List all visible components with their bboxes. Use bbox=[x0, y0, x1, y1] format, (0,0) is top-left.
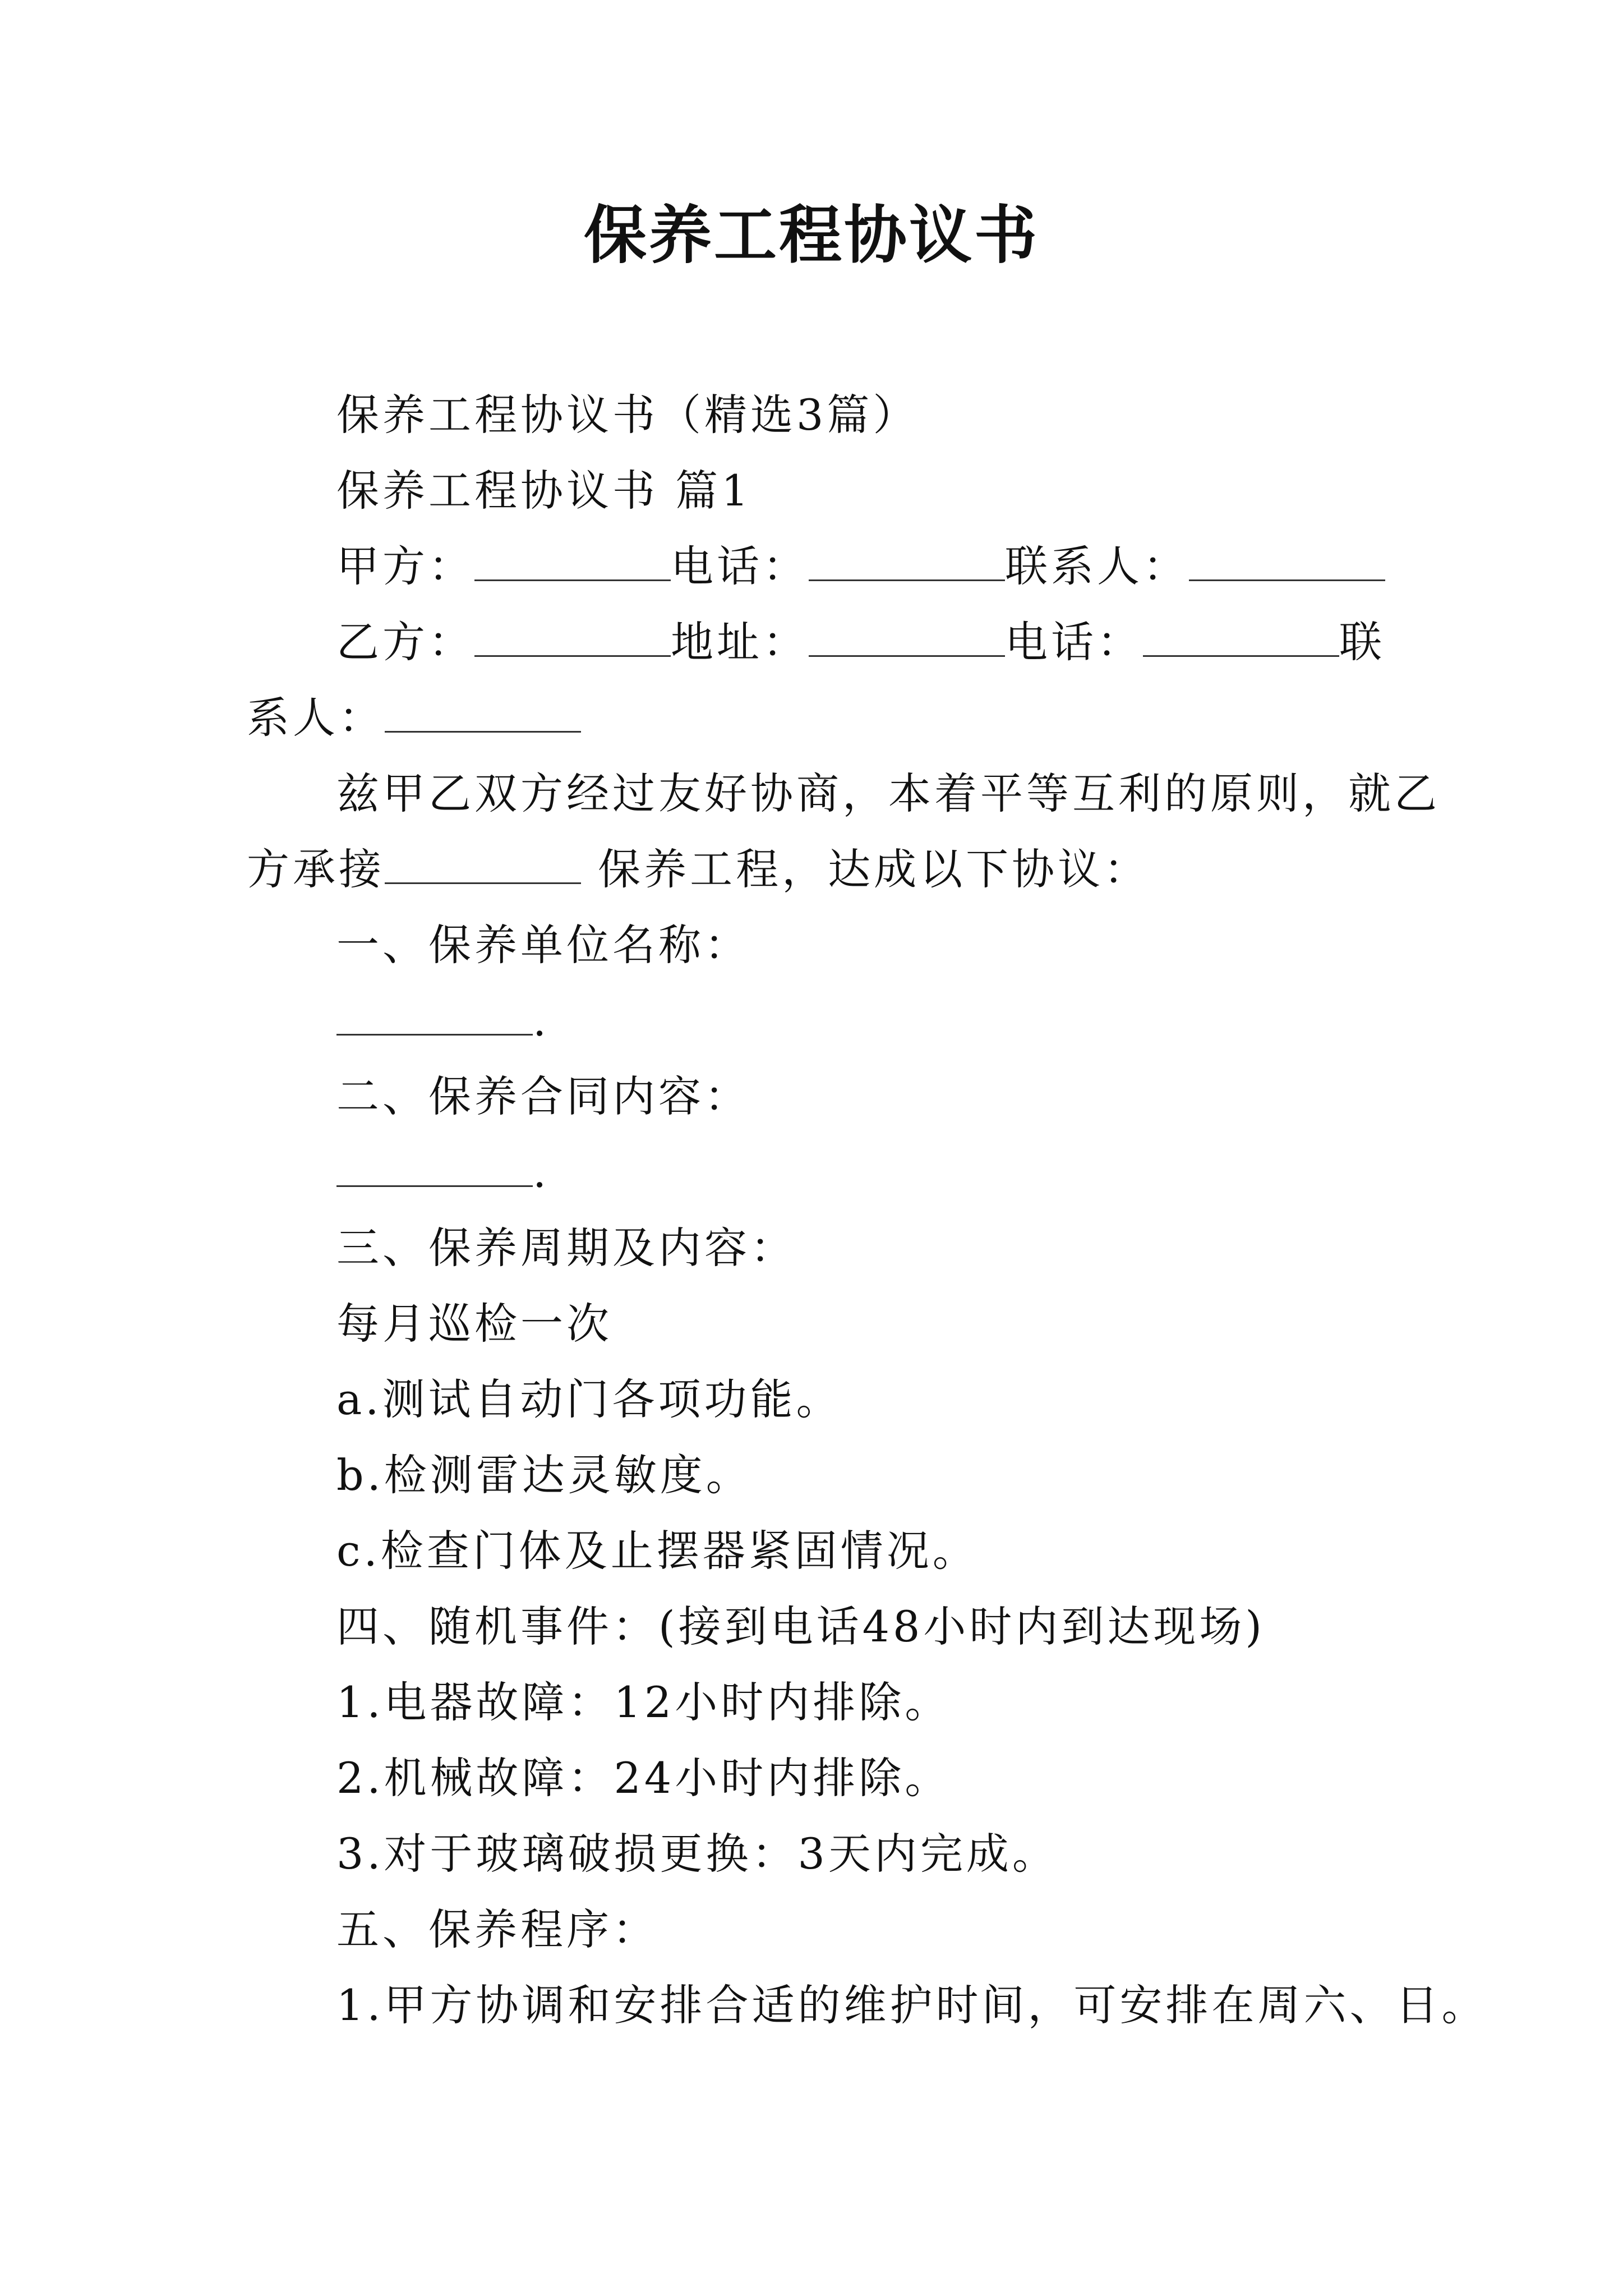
item1-heading: 一、保养单位名称： bbox=[336, 920, 750, 970]
item3-sub: 每月巡检一次 bbox=[336, 1299, 612, 1349]
item1-suffix: . bbox=[533, 996, 550, 1046]
item4-3: 3.对于玻璃破损更换：3天内完成。 bbox=[336, 1829, 1058, 1879]
item2-heading: 二、保养合同内容： bbox=[336, 1071, 750, 1121]
item4-2: 2.机械故障：24小时内排除。 bbox=[336, 1753, 951, 1803]
document-subtitle: 保养工程协议书（精选3篇） bbox=[336, 390, 919, 440]
party-b-contact-label-part2: 系人： bbox=[247, 693, 385, 743]
party-a-contact-label: 联系人： bbox=[1005, 541, 1189, 591]
item3-a: a.测试自动门各项功能。 bbox=[336, 1374, 842, 1424]
party-b-contact-label-part1: 联 bbox=[1339, 617, 1385, 667]
unit-name-blank bbox=[336, 995, 533, 1036]
section-heading: 保养工程协议书 篇1 bbox=[336, 466, 752, 516]
item5-heading: 五、保养程序： bbox=[336, 1904, 658, 1954]
item2-suffix: . bbox=[533, 1147, 550, 1197]
party-a-label: 甲方： bbox=[336, 541, 474, 591]
party-b-phone-label: 电话： bbox=[1005, 617, 1143, 667]
party-b-name-blank bbox=[474, 616, 671, 657]
party-b-address-blank bbox=[809, 616, 1005, 657]
party-a-contact-blank bbox=[1189, 540, 1385, 581]
party-b-contact-line bbox=[247, 690, 581, 746]
item5-1: 1.甲方协调和安排合适的维护时间，可安排在周六、日。 bbox=[336, 1980, 1488, 2030]
intro-text-b: 保养工程，达成以下协议： bbox=[581, 844, 1150, 894]
item3-heading: 三、保养周期及内容： bbox=[336, 1223, 796, 1273]
item4-heading: 四、随机事件：(接到电话48小时内到达现场) bbox=[336, 1602, 1266, 1651]
item3-b: b.检测雷达灵敏度。 bbox=[336, 1450, 752, 1500]
contract-content-blank bbox=[336, 1146, 533, 1187]
party-a-name-blank bbox=[474, 540, 671, 581]
item2-value-line bbox=[336, 1144, 550, 1200]
item3-c: c.检查门体及止摆器紧固情况。 bbox=[336, 1526, 979, 1576]
item1-value-line bbox=[336, 993, 550, 1049]
intro-paragraph-line1: 兹甲乙双方经过友好协商，本着平等互利的原则，就乙 bbox=[336, 769, 1440, 818]
party-b-line bbox=[336, 614, 1385, 670]
intro-paragraph-line2 bbox=[247, 841, 1150, 898]
party-a-phone-label: 电话： bbox=[671, 541, 809, 591]
party-b-contact-blank bbox=[385, 692, 581, 733]
party-b-label: 乙方： bbox=[336, 617, 474, 667]
party-a-phone-blank bbox=[809, 540, 1005, 581]
document-title: 保养工程协议书 bbox=[584, 199, 1039, 272]
party-a-line bbox=[336, 539, 1385, 595]
party-b-phone-blank bbox=[1143, 616, 1339, 657]
project-blank bbox=[385, 843, 581, 884]
item4-1: 1.电器故障：12小时内排除。 bbox=[336, 1677, 951, 1727]
intro-text-a: 方承接 bbox=[247, 844, 385, 894]
party-b-address-label: 地址： bbox=[671, 617, 809, 667]
